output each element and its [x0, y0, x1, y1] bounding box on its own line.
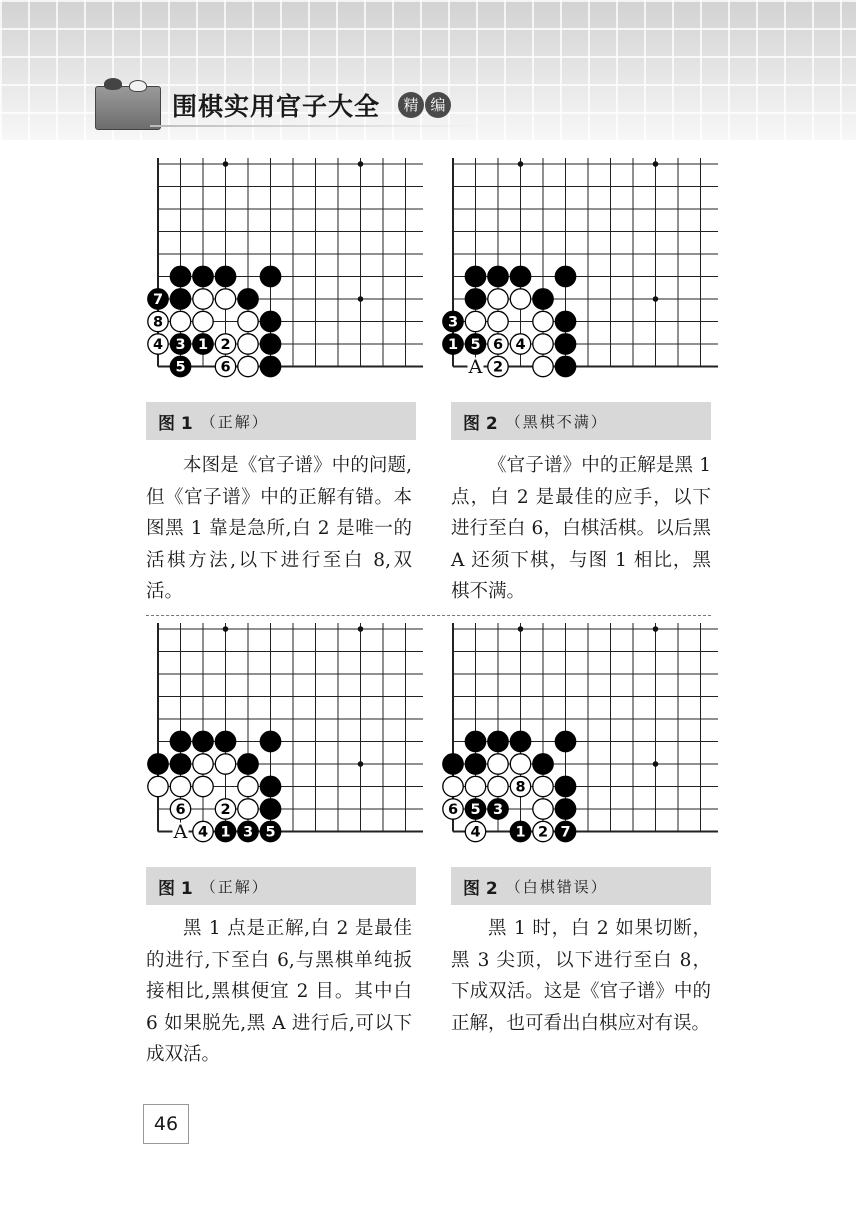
- book-title: 围棋实用官子大全: [172, 92, 381, 121]
- black-stone: [510, 266, 530, 286]
- move-number: 5: [470, 337, 481, 354]
- commentary-paragraph: 黑 1 点是正解,白 2 是最佳的进行,下至白 6,与黑棋单纯扳接相比,黑棋便宜 2 目。其中白 6 如果脱先,黑 A 进行后,可以下成双活。: [146, 918, 412, 1065]
- white-stone: [215, 289, 235, 309]
- white-stone: [533, 311, 553, 331]
- commentary-text: [451, 450, 711, 608]
- section-divider: [146, 615, 711, 616]
- white-stone: [533, 776, 553, 796]
- white-stone: [193, 754, 213, 774]
- move-number: 7: [152, 292, 164, 309]
- move-number: 4: [197, 824, 209, 841]
- go-board-diagram: [145, 158, 425, 386]
- black-stone: [260, 311, 280, 331]
- star-point: [653, 161, 659, 167]
- white-stone: [193, 289, 213, 309]
- figure-number: 图 1: [158, 413, 193, 434]
- black-stone: [260, 266, 280, 286]
- move-number: 4: [515, 337, 526, 354]
- star-point: [653, 296, 659, 302]
- black-stone: [465, 289, 485, 309]
- move-number: 5: [175, 359, 186, 376]
- white-stone: [465, 776, 485, 796]
- move-number: 1: [220, 824, 231, 841]
- move-number: 4: [470, 824, 481, 841]
- page-header: [0, 0, 856, 140]
- board-svg: [145, 158, 425, 386]
- move-number: 3: [175, 337, 186, 354]
- move-number: 6: [175, 802, 186, 819]
- move-number: 7: [560, 824, 571, 841]
- black-stone: [488, 266, 508, 286]
- white-stone: [488, 754, 508, 774]
- black-stone: [260, 731, 280, 751]
- commentary-text: [146, 450, 412, 608]
- board-label: A: [173, 821, 188, 843]
- edition-badges: [398, 92, 452, 118]
- edition-badge: 编: [425, 92, 451, 118]
- black-stone: [260, 799, 280, 819]
- white-stone: [170, 776, 190, 796]
- star-point: [518, 626, 524, 632]
- black-stone: [510, 731, 530, 751]
- black-stone: [555, 311, 575, 331]
- go-board-diagram: [440, 623, 720, 851]
- white-stone: [533, 356, 553, 376]
- white-stone: [238, 356, 258, 376]
- black-stone: [443, 754, 463, 774]
- move-number: 8: [152, 314, 164, 331]
- white-stone: [238, 776, 258, 796]
- go-bowls-logo-icon: [95, 86, 161, 130]
- black-stone: [555, 266, 575, 286]
- white-stone: [533, 799, 553, 819]
- black-stone: [193, 731, 213, 751]
- white-stone: [488, 776, 508, 796]
- white-stone: [238, 799, 258, 819]
- black-stone: [555, 799, 575, 819]
- white-stone: [170, 311, 190, 331]
- star-point: [223, 161, 229, 167]
- white-stone: [193, 776, 213, 796]
- star-point: [358, 761, 364, 767]
- black-stone: [148, 754, 168, 774]
- commentary-paragraph: 黑 1 时，白 2 如果切断，黑 3 尖顶，以下进行至白 8，下成双活。这是《官子谱》中的正解，也可看出白棋应对有误。: [451, 918, 711, 1034]
- black-stone: [170, 731, 190, 751]
- white-stone: [510, 289, 530, 309]
- figure-number: 图 2: [463, 413, 498, 434]
- star-point: [653, 761, 659, 767]
- black-stone: [260, 334, 280, 354]
- white-stone: [238, 311, 258, 331]
- white-stone: [533, 334, 553, 354]
- black-stone: [555, 776, 575, 796]
- black-stone: [238, 754, 258, 774]
- board-svg: [145, 623, 425, 851]
- black-stone: [533, 289, 553, 309]
- move-number: 3: [447, 314, 459, 331]
- commentary-text: [146, 913, 412, 1071]
- go-board-diagram: [145, 623, 425, 851]
- figure-note: （正解）: [200, 877, 269, 896]
- go-board-diagram: [440, 158, 720, 386]
- figure-note: （白棋错误）: [505, 877, 608, 896]
- figure-caption: [451, 402, 711, 440]
- star-point: [518, 161, 524, 167]
- black-stone: [215, 731, 235, 751]
- white-stone: [510, 754, 530, 774]
- white-stone: [238, 334, 258, 354]
- white-stone: [488, 289, 508, 309]
- star-point: [358, 296, 364, 302]
- figure-note: （黑棋不满）: [505, 412, 608, 431]
- black-stone: [193, 266, 213, 286]
- move-number: 8: [515, 779, 526, 796]
- black-stone: [170, 754, 190, 774]
- white-stone: [215, 754, 235, 774]
- white-stone: [488, 311, 508, 331]
- black-stone: [260, 776, 280, 796]
- black-stone: [260, 356, 280, 376]
- star-point: [358, 626, 364, 632]
- black-stone: [465, 266, 485, 286]
- move-number: 2: [220, 802, 231, 819]
- commentary-paragraph: 本图是《官子谱》中的问题,但《官子谱》中的正解有错。本图黑 1 靠是急所,白 2 是唯一的活棋方法,以下进行至白 8,双活。: [146, 455, 412, 602]
- edition-badge: 精: [398, 92, 424, 118]
- white-stone: [465, 311, 485, 331]
- move-number: 2: [220, 337, 231, 354]
- move-number: 6: [220, 359, 231, 376]
- move-number: 6: [492, 337, 504, 354]
- commentary-paragraph: 《官子谱》中的正解是黑 1 点，白 2 是最佳的应手，以下进行至白 6，白棋活棋。以后黑 A 还须下棋，与图 1 相比，黑棋不满。: [451, 455, 711, 602]
- move-number: 2: [492, 359, 504, 376]
- board-svg: [440, 158, 720, 386]
- header-rule: [150, 125, 480, 127]
- board-svg: [440, 623, 720, 851]
- move-number: 2: [537, 824, 549, 841]
- star-point: [223, 626, 229, 632]
- black-stone: [555, 334, 575, 354]
- move-number: 6: [447, 802, 459, 819]
- page-number: 46: [143, 1104, 189, 1144]
- move-number: 5: [265, 824, 276, 841]
- move-number: 1: [447, 337, 459, 354]
- black-stone: [465, 731, 485, 751]
- white-stone: [443, 776, 463, 796]
- black-stone: [170, 266, 190, 286]
- black-stone: [533, 754, 553, 774]
- move-number: 5: [470, 802, 481, 819]
- black-stone: [555, 731, 575, 751]
- figure-number: 图 1: [158, 878, 193, 899]
- move-number: 1: [197, 337, 209, 354]
- board-label: A: [468, 356, 483, 378]
- black-stone: [555, 356, 575, 376]
- move-number: 4: [152, 337, 164, 354]
- black-stone: [238, 289, 258, 309]
- figure-caption: [146, 867, 416, 905]
- white-stone: [193, 311, 213, 331]
- figure-number: 图 2: [463, 878, 498, 899]
- black-stone: [215, 266, 235, 286]
- black-stone: [488, 731, 508, 751]
- star-point: [653, 626, 659, 632]
- commentary-text: [451, 913, 711, 1039]
- black-stone: [465, 754, 485, 774]
- figure-note: （正解）: [200, 412, 269, 431]
- move-number: 3: [492, 802, 504, 819]
- figure-caption: [451, 867, 711, 905]
- black-stone: [170, 289, 190, 309]
- move-number: 1: [515, 824, 526, 841]
- move-number: 3: [242, 824, 254, 841]
- white-stone: [148, 776, 168, 796]
- star-point: [358, 161, 364, 167]
- figure-caption: [146, 402, 416, 440]
